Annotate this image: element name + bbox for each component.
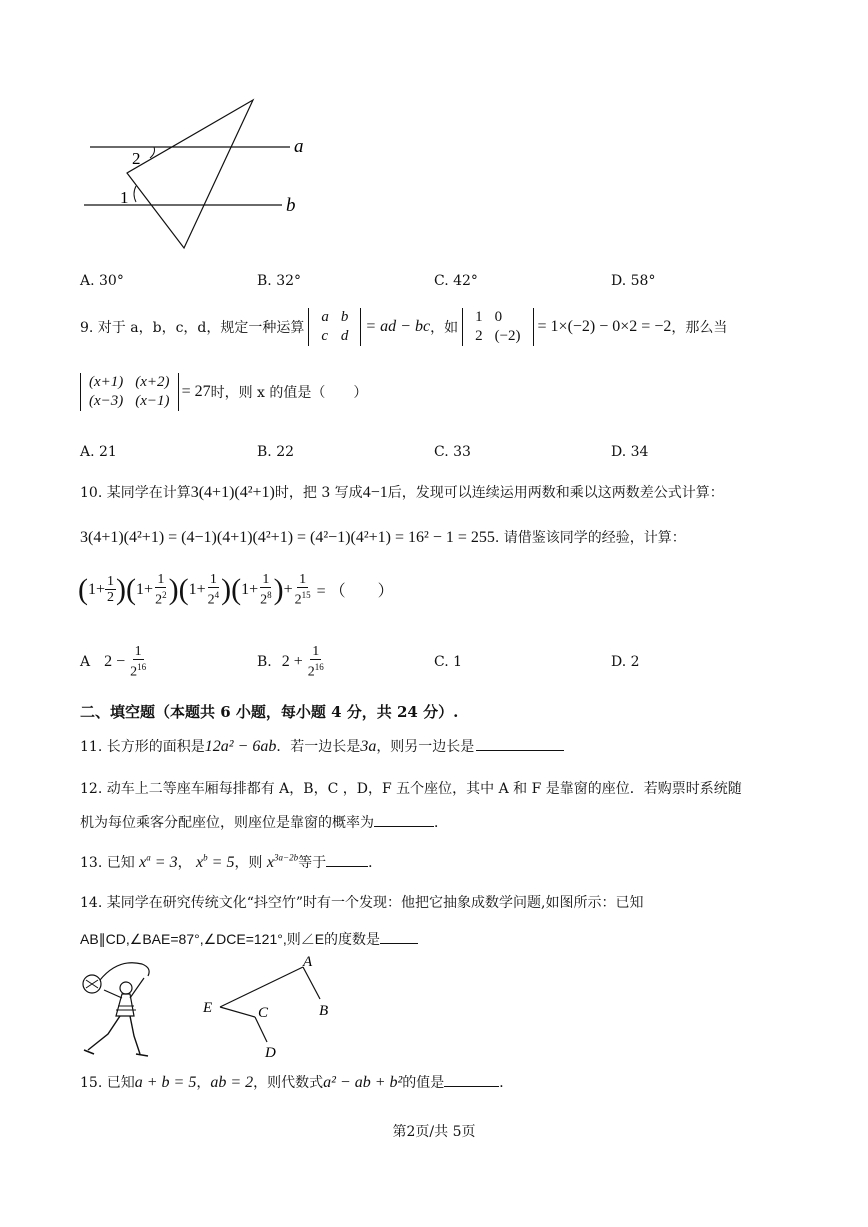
angle-2-label: 2 [132,149,141,168]
q9-option-a: A. 21 [80,444,117,460]
q15-expr3: a² − ab + b² [323,1074,403,1091]
q10-line1 [80,482,724,502]
q15-text-d: 的值是 [402,1075,445,1091]
det-cond-3: (x−3) [89,393,124,409]
q13 [80,852,382,872]
q15-text-c: ，则代数式 [253,1075,324,1091]
q10-derivation: 3(4+1)(4²+1) = (4−1)(4+1)(4²+1) = (4²−1)(4²+1) = 16² − 1 = 255 [80,529,495,546]
q10-option-c: C. 1 [434,654,463,670]
q10-option-a-whole: 2 − [104,652,126,670]
point-E-label: E [203,1000,213,1016]
q10-line2-text: . 请借鉴该同学的经验，计算： [494,530,686,546]
q13-text-c: ，则 [234,855,263,871]
q9-example-rhs: = 1×(−2) − 0×2 = −2 [537,318,672,335]
q9-cond-rhs: = 27 [181,383,211,400]
q8-option-d: D. 58° [611,273,656,289]
q15-expr1: a + b = 5 [134,1074,197,1091]
q11 [80,736,564,756]
q12-end: ． [434,815,448,831]
q10-option-b-whole: 2 + [281,652,303,670]
q12-answer-blank[interactable] [374,812,434,827]
det-cond-1: (x+1) [89,374,124,390]
q9-option-c: C. 33 [434,444,471,460]
q15 [80,1072,513,1092]
frac-1-2-4: $\frac{1}{2^4}$ [207,572,220,608]
det-cond-2: (x+2) [135,374,170,390]
q9-line2 [80,373,367,411]
label-a: a [294,136,304,157]
det-ex-2: 0 [494,309,503,325]
q13-end: ． [368,855,383,871]
q10-option-a-label: A [80,653,91,670]
q10-option-b-label: B. [257,653,272,670]
q11-side-expr: 3a [360,738,377,755]
q11-text-b: ．若一边长是 [276,739,361,755]
q13-text-d: 等于 [298,855,327,871]
q9-def-rhs: = ad − bc [365,318,431,335]
q8-option-a: A. 30° [80,273,124,289]
q10-text-d: 后，发现可以连续运用两数和乘以这两数差公式计算： [387,485,724,501]
q9-intro: 9. 对于 a，b，c，d，规定一种运算 [80,320,305,336]
q11-text-c: ，则另一边长是 [376,739,475,755]
q8-parallel-lines-figure [70,90,340,260]
q15-expr2: ab = 2 [210,1074,254,1091]
q10-option-a-frac: $\frac{1}{2^{16}}$ [130,644,147,680]
point-A-label: A [303,954,313,970]
angle-1-label: 1 [120,188,129,207]
det-b: b [340,309,349,325]
q11-answer-blank[interactable] [476,736,564,751]
q8-option-b: B. 32° [257,273,302,289]
q9-option-b: B. 22 [257,444,295,460]
q15-answer-blank[interactable] [444,1072,499,1087]
segment-AB [303,967,320,999]
q9-line1 [80,308,727,346]
q9-option-d: D. 34 [611,444,649,460]
segment-EA [220,967,303,1007]
det-c: c [321,328,329,344]
q14-text: AB∥CD,∠BAE=87°,∠DCE=121°,则∠E的度数是 [80,931,381,947]
q13-expr2: $x^b = 5$ [196,852,235,871]
det-d: d [340,328,349,344]
angle-2-arc [150,147,155,158]
q11-text-a: 11. 长方形的面积是 [80,739,205,755]
q15-text-a: 15. 已知 [80,1075,135,1091]
q10-text-b: 时，把 3 写成 [274,485,363,501]
q14-line1: 14. 某同学在研究传统文化“抖空竹”时有一个发现：他把它抽象成数学问题,如图所示：已知 [80,895,644,911]
det-cond-4: (x−1) [135,393,170,409]
q9-example-prefix: ，如 [430,320,459,336]
q15-sep: ， [196,1075,211,1091]
q10-product-expression: ( 1+ $\frac{1}{2}$ ) ( 1+ $\frac{1}{2^2}$ ) ( 1+ $\frac{1}{2^4}$ ) ( 1+ $\frac{1}{2^8}$ ) + $\frac{1}{2^{15}}$ = （ ） [78,572,394,608]
q11-area-expr: 12a² − 6ab [204,738,277,755]
q10-option-b [257,644,326,680]
q12-line1: 12. 动车上二等座车厢每排都有 A，B，C ，D，F 五个座位，其中 A 和 F 是靠窗的座位．若购票时系统随 [80,781,742,797]
q10-option-b-frac: $\frac{1}{2^{16}}$ [307,644,324,680]
q14-line2 [80,929,418,949]
det-a: a [321,309,329,325]
diabolo-player-illustration [78,950,160,1062]
q13-expr3: $x^{3a-2b}$ [266,852,299,871]
frac-1-2-15: $\frac{1}{2^{15}}$ [294,572,311,608]
q15-end: ． [499,1075,514,1091]
section2-title: 二、填空题（本题共 6 小题，每小题 4 分，共 24 分）. [80,703,459,721]
q10-expr2: 4−1 [362,484,388,501]
q9-det-definition [308,308,361,346]
det-ex-3: 2 [475,328,483,344]
det-ex-1: 1 [475,309,483,325]
q9-example-suffix: ，那么当 [671,320,728,336]
q13-expr1: $x^a = 3$ [139,852,178,871]
segment-EC [220,1007,255,1017]
det-ex-4: (−2) [494,328,521,344]
q12-line2 [80,812,448,832]
q13-answer-blank[interactable] [326,852,368,867]
q10-option-a [80,644,148,680]
q10-expr1: 3(4+1)(4²+1) [190,484,275,501]
frac-1-2-2: $\frac{1}{2^2}$ [155,572,167,608]
q10-line3-tail: = （ ） [316,583,394,601]
q10-option-d: D. 2 [611,654,640,670]
frac-1-2-8: $\frac{1}{2^8}$ [260,572,272,608]
angle-1-arc [134,186,136,202]
q13-text-a: 13. 已知 [80,855,135,871]
label-b: b [286,195,296,216]
point-D-label: D [265,1045,276,1061]
q10-line2 [80,527,686,547]
q9-det-condition [80,373,179,411]
q9-det-example [462,308,533,346]
frac-1-2: $\frac{1}{2}$ [107,574,115,606]
q14-answer-blank[interactable] [380,929,418,944]
page-number: 第2页/共 5页 [392,1124,476,1140]
q9-cond-text: 时，则 x 的值是（ ） [210,385,368,401]
q10-intro: 10. 某同学在计算 [80,485,191,501]
q14-figure-ABCDE [195,952,345,1064]
q13-sep: ， [177,855,192,871]
q8-option-c: C. 42° [434,273,478,289]
point-B-label: B [319,1003,329,1019]
point-C-label: C [258,1005,269,1021]
q12-text: 机为每位乘客分配座位，则座位是靠窗的概率为 [80,815,374,831]
triangle [127,100,253,248]
